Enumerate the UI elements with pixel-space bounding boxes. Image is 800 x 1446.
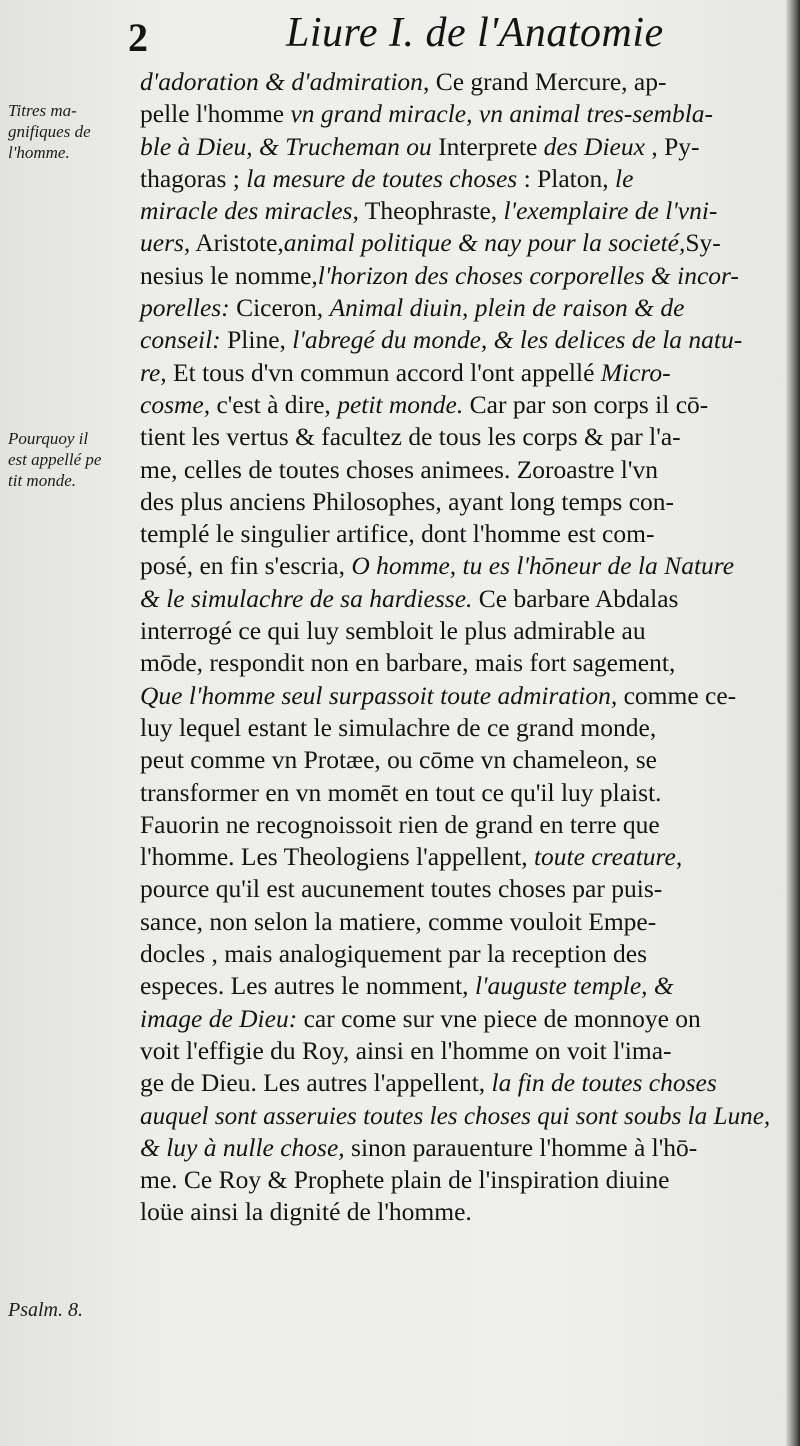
italic-text-run: l'horizon des choses corporelles & incor- [317,260,739,290]
italic-text-run: image de Dieu: [140,1003,298,1033]
text-line [140,744,770,776]
roman-text-run: loüe ainsi la dignité de l'homme. [140,1197,472,1227]
italic-text-run: l'auguste temple, & [474,971,674,1001]
roman-text-run: pource qu'il est aucunement toutes choses par puis- [140,874,663,904]
text-line [140,647,770,679]
roman-text-run: interrogé ce qui luy sembloit le plus admirable au [140,616,646,646]
roman-text-run: Sy- [685,228,721,258]
margin-note-line: Pourquoy il [8,429,89,448]
margin-note-psalm: Psalm. 8. [8,1299,83,1321]
text-line [140,292,770,324]
text-line [140,873,770,905]
italic-text-run: la mesure de toutes choses [246,163,518,193]
roman-text-run: luy lequel estant le simulachre de ce grand monde, [140,712,657,742]
text-line [140,906,770,938]
italic-text-run: Que l'homme seul surpassoit toute admiration, [140,680,618,710]
text-line [140,324,770,356]
text-line [140,66,770,98]
italic-text-run: miracle des miracles, [140,196,359,226]
roman-text-run: Pline, [220,325,293,355]
text-line [140,550,770,582]
italic-text-run: l'abregé du monde, & les delices de la natu- [292,325,743,355]
margin-note-line: gnifiques de [8,122,91,141]
italic-text-run: uers, [140,228,191,258]
roman-text-run: nesius le nomme, [140,260,318,290]
italic-text-run: le [615,163,634,193]
roman-text-run: c'est à dire, [210,389,338,419]
text-line [140,1100,771,1132]
text-line [140,389,770,421]
italic-text-run: vn grand miracle, vn animal tres-sembla- [290,99,714,129]
italic-text-run: porelles: [140,293,230,323]
text-line [140,680,770,712]
roman-text-run: me. Ce Roy & Prophete plain de l'inspiration diuine [140,1165,670,1195]
roman-text-run: posé, en fin s'escria, [140,551,352,581]
margin-note-titres [8,100,126,163]
italic-text-run: cosme, [140,389,211,419]
roman-text-run: Car par son corps il cō- [463,389,709,419]
roman-text-run: especes. Les autres le nomment, [140,971,475,1001]
italic-text-run: O homme, tu es l'hōneur de la Nature [351,551,735,581]
italic-text-run: petit monde. [337,389,464,419]
text-line [140,454,770,486]
roman-text-run: Theophraste, [358,196,504,226]
margin-note-line: Titres ma- [8,101,77,120]
text-line [140,615,770,647]
body-text [140,66,770,1229]
italic-text-run: toute creature, [533,842,683,872]
roman-text-run: pelle l'homme [140,99,291,129]
roman-text-run: comme ce- [617,680,737,710]
roman-text-run: voit l'effigie du Roy, ainsi en l'homme on voit l'ima- [140,1035,672,1065]
roman-text-run: thagoras ; [140,163,247,193]
roman-text-run: des plus anciens Philosophes, ayant long temps con- [140,486,675,516]
roman-text-run: : Platon, [517,163,615,193]
italic-text-run: Animal diuin, plein de raison & de [329,293,685,323]
text-line [140,1132,770,1164]
italic-text-run: & luy à nulle chose, [140,1132,345,1162]
text-line [140,777,770,809]
roman-text-run: tient les vertus & facultez de tous les corps & par l'a- [140,422,681,452]
italic-text-run: l'exemplaire de l'vni- [503,196,718,226]
text-line [140,583,770,615]
text-line [140,163,770,195]
running-head: Liure I. de l'Anatomie [286,10,664,56]
text-line [140,1003,770,1035]
text-line [140,1196,770,1228]
roman-text-run: Interprete [438,131,544,161]
text-line [140,357,770,389]
roman-text-run: transformer en vn momēt en tout ce qu'il luy plaist. [140,777,662,807]
roman-text-run: Ce barbare Abdalas [472,583,679,613]
italic-text-run: conseil: [140,325,221,355]
roman-text-run: Et tous d'vn commun accord l'ont appellé [166,357,601,387]
italic-text-run: d'adoration & d'admiration [140,67,423,96]
page-header [0,6,800,66]
margin-note-pourquoy [8,428,136,491]
text-line [140,518,770,550]
text-line [140,841,770,873]
text-line [140,809,770,841]
roman-text-run: me, celles de toutes choses animees. Zoroastre l'vn [140,454,658,484]
text-line [140,227,770,259]
page-number: 2 [128,15,148,60]
roman-text-run: Ciceron, [229,293,330,323]
text-line [140,131,770,163]
text-line [140,421,770,453]
margin-note-line: est appellé pe [8,450,102,469]
italic-text-run: ble à Dieu, & Trucheman ou [140,131,439,161]
text-line [140,1067,770,1099]
roman-text-run: car come sur vne piece de monnoye on [297,1003,701,1033]
italic-text-run: des Dieux [543,131,645,161]
text-line [140,970,770,1002]
text-line [140,98,770,130]
italic-text-run: auquel sont asseruies toutes les choses qui sont soubs la Lune, [140,1100,771,1130]
margin-note-line: tit monde. [8,471,76,490]
roman-text-run: peut comme vn Protæe, ou cōme vn chameleon, se [140,745,657,775]
roman-text-run: , Py- [644,131,700,161]
roman-text-run: mōde, respondit non en barbare, mais fort sagement, [140,648,676,678]
italic-text-run: re, [140,357,167,387]
roman-text-run: l'homme. Les Theologiens l'appellent, [140,842,534,872]
text-line [140,1164,770,1196]
text-line [140,1035,770,1067]
text-line [140,486,770,518]
text-line [140,260,770,292]
roman-text-run: docles , mais analogiquement par la reception des [140,939,647,969]
margin-note-line: l'homme. [8,143,70,162]
page-edge-shadow [786,0,800,1446]
roman-text-run: ge de Dieu. Les autres l'appellent, [140,1068,492,1098]
italic-text-run: la fin de toutes choses [491,1068,717,1098]
italic-text-run: Micro- [600,357,671,387]
text-line [140,712,770,744]
roman-text-run: sinon parauenture l'homme à l'hō- [344,1132,698,1162]
italic-text-run: & le simulachre de sa hardiesse. [140,583,473,613]
text-line [140,938,770,970]
italic-text-run: animal politique & nay pour la societé, [283,228,686,258]
text-line [140,195,770,227]
roman-text-run: , Ce grand Mercure, ap- [422,67,667,96]
roman-text-run: templé le singulier artifice, dont l'homme est com- [140,519,655,549]
roman-text-run: Aristote, [190,228,284,258]
roman-text-run: Fauorin ne recognoissoit rien de grand en terre que [140,809,660,839]
roman-text-run: sance, non selon la matiere, comme vouloit Empe- [140,906,657,936]
